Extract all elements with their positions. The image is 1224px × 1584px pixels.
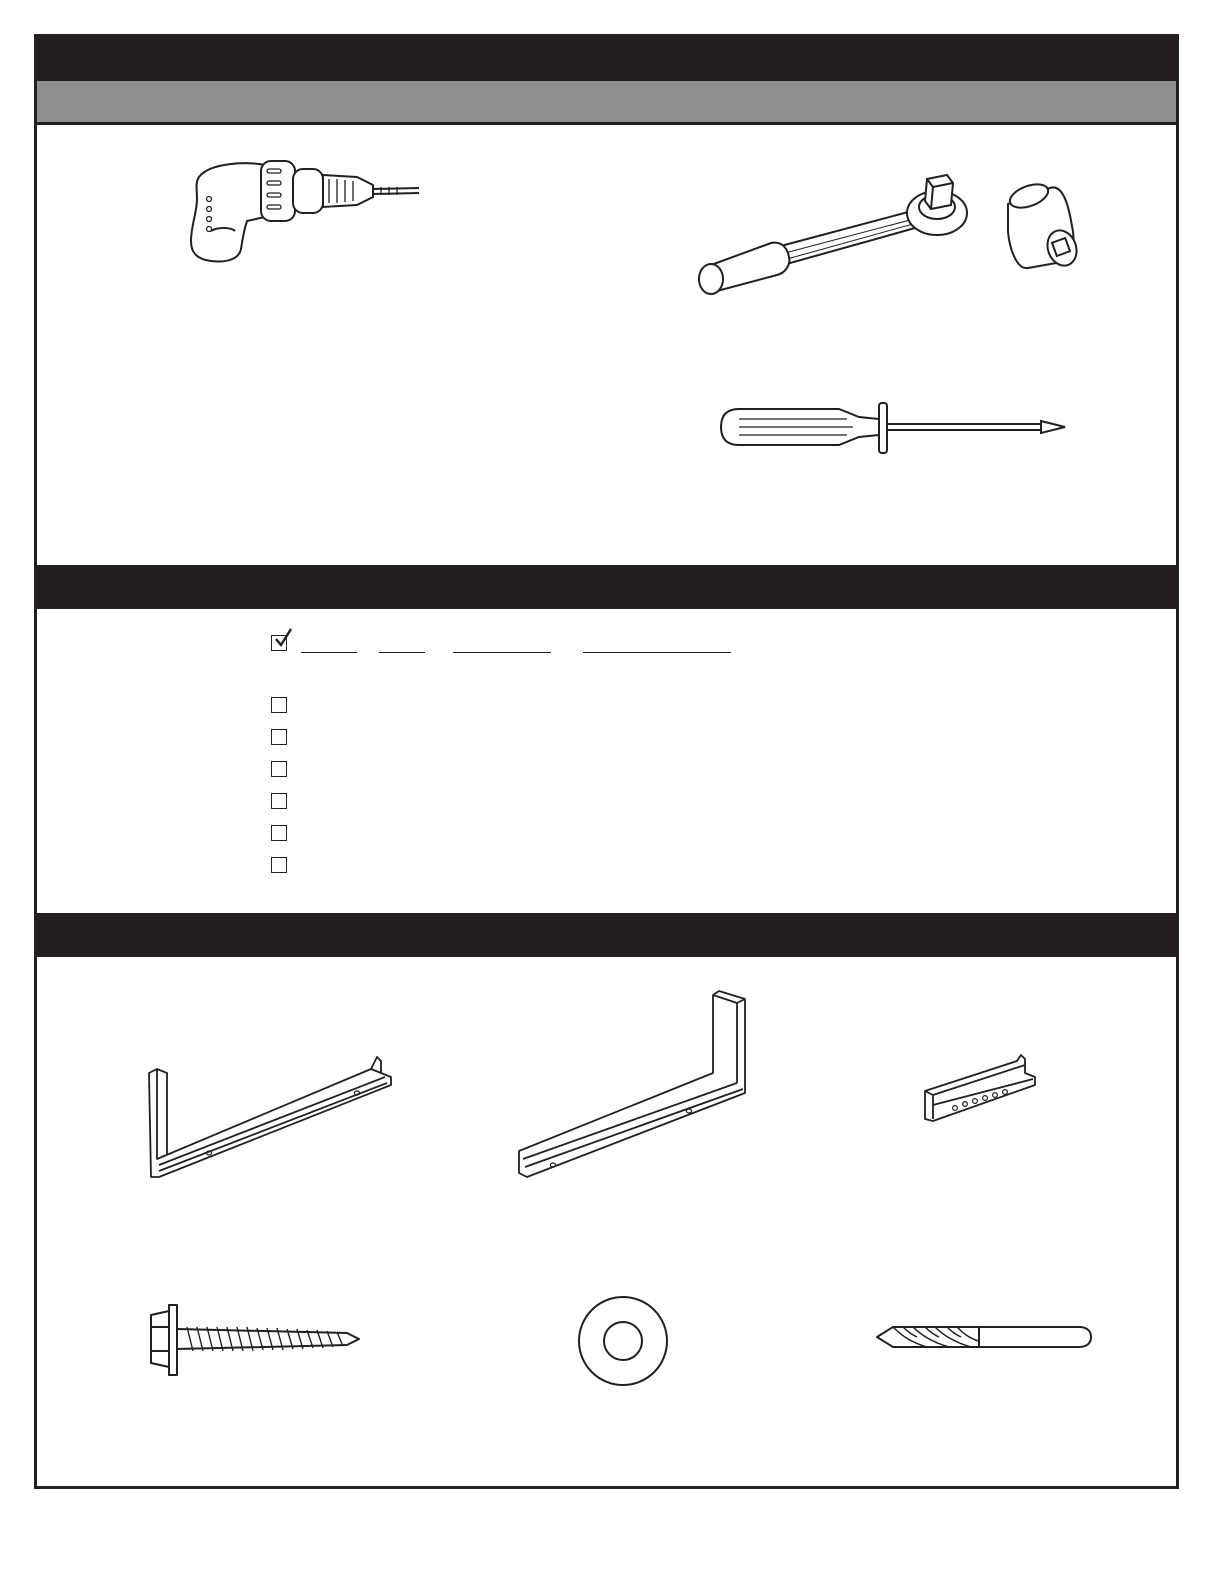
instruction-page <box>34 34 1179 1489</box>
tools-subheader-bar <box>37 81 1176 125</box>
blank-line <box>379 652 425 653</box>
blank-line <box>453 652 551 653</box>
checklist-checkbox[interactable] <box>271 761 287 777</box>
phillips-screwdriver-icon <box>719 399 1079 459</box>
tools-header-bar <box>37 37 1176 81</box>
hardware-header-bar <box>37 913 1176 957</box>
lag-screw-icon <box>147 1301 367 1379</box>
checklist-checkbox[interactable] <box>271 825 287 841</box>
washer-icon <box>575 1293 671 1389</box>
checklist-header-bar <box>37 565 1176 609</box>
checklist-checkbox[interactable] <box>271 793 287 809</box>
power-drill-icon <box>187 155 427 265</box>
checkmark-icon <box>273 627 293 649</box>
socket-icon <box>1002 182 1092 272</box>
checklist-checkbox[interactable] <box>271 857 287 873</box>
blank-line <box>301 652 357 653</box>
clip-bracket-icon <box>921 1053 1041 1123</box>
left-bracket-icon <box>145 1055 395 1181</box>
drill-bit-icon <box>873 1321 1093 1355</box>
checklist-checkbox[interactable] <box>271 697 287 713</box>
blank-line <box>583 652 731 653</box>
right-bracket-icon <box>515 987 755 1179</box>
socket-wrench-icon <box>697 167 977 297</box>
checklist-checkbox[interactable] <box>271 729 287 745</box>
